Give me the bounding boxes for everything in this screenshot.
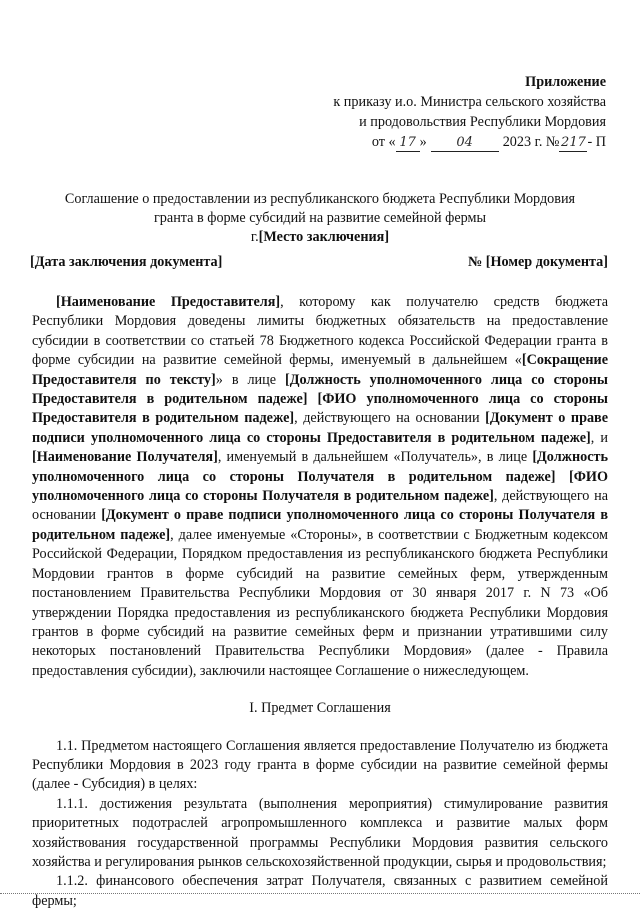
handwritten-day: 17 <box>396 135 420 152</box>
title-line-2: гранта в форме субсидий на развитие семейной фермы <box>153 210 487 226</box>
handwritten-number: 217 <box>561 135 586 150</box>
section-heading: I. Предмет Соглашения <box>249 700 391 717</box>
clause-1-1-2: 1.1.2. финансового обеспечения затрат Получателя, связанных с развитием семейной фермы; <box>32 873 608 909</box>
title-line-1: Соглашение о предоставлении из республиканского бюджета Республики Мордовия <box>64 191 576 207</box>
appendix-date-line: от « 17 » 04 2023 г. № 217 - П <box>371 134 606 150</box>
agreement-title <box>30 190 610 247</box>
appendix-order-line: к приказу и.о. Министра сельского хозяйства <box>333 94 606 110</box>
appendix-header <box>333 72 606 152</box>
handwritten-month: 04 <box>431 135 499 152</box>
clause-1-1-1: 1.1.1. достижения результата (выполнения мероприятия) стимулирование развития приоритетных подотраслей агропромышленного комплекса и развитие малых форм хозяйствования государственной программы Республики Мордовия развития сельского хозяйства и регулирования рынков сельскохозяйственной продукции, сырья и продовольствия; <box>32 795 608 870</box>
clause-1-1: 1.1. Предметом настоящего Соглашения является предоставление Получателю из бюджета Республики Мордовия в 2023 году гранта в форме субсидии на развитие семейной фермы (далее - Субсидия) в целях: <box>32 737 608 793</box>
document-number: № [Номер документа] <box>467 254 608 270</box>
page-bottom-rule <box>0 893 640 894</box>
conclusion-date: [Дата заключения документа] <box>30 254 223 270</box>
date-number-line <box>30 254 608 271</box>
agreement-body <box>32 293 608 911</box>
title-place: г.[Место заключения] <box>250 229 390 245</box>
appendix-ministry-line: и продовольствия Республики Мордовия <box>359 114 606 130</box>
preamble-paragraph: [Наименование Предоставителя], которому как получателю средств бюджета Республики Мордовия доведены лимиты бюджетных обязательств на предоставление субсидии в соответствии со статьей 78 Бюджетного кодекса Российской Федерации гранта в форме субсидии на развитие семейной фермы, именуемый в дальнейшем «[Сокращение Предоставителя по тексту]» в лице [Должность уполномоченного лица со стороны Предоставителя в родительном падеже] [ФИО уполномоченного лица со стороны Предоставителя в родительном падеже], действующего на основании [Документ о праве подписи уполномоченного лица со стороны Предоставителя в родительном падеже], и [Наименование Получателя], именуемый в дальнейшем «Получатель», в лице [Должность уполномоченного лица со стороны Получателя в родительном падеже] [ФИО уполномоченного лица со стороны Получателя в родительном падеже], действующего на основании [Документ о праве подписи уполномоченного лица со стороны Получателя в родительном падеже], далее именуемые «Стороны», в соответствии с Бюджетным кодексом Российской Федерации, Порядком предоставления из республиканского бюджета Республики Мордовии грантов в форме субсидий на развитие семейных ферм, утвержденным постановлением Правительства Республики Мордовия от 30 января 2017 г. N 73 «Об утверждении Порядка предоставления из республиканского бюджета Республики Мордовия грантов в форме субсидий на развитие семейных ферм и признании утратившими силу некоторых постановлений Правительства Республики Мордовия» (далее - Правила предоставления субсидии), заключили настоящее Соглашение о нижеследующем. <box>32 294 609 679</box>
appendix-heading: Приложение <box>525 74 606 90</box>
